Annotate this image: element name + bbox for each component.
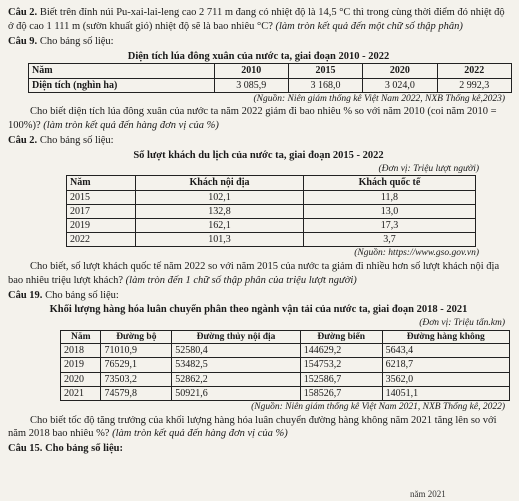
- table-cell: 5643,4: [382, 344, 509, 358]
- table-title: Số lượt khách du lịch của nước ta, giai đoạn 2015 - 2022: [133, 149, 384, 161]
- table-cell: 52862,2: [172, 372, 301, 386]
- table-title: Diện tích lúa đông xuân của nước ta, giai đoạn 2010 - 2022: [127, 50, 390, 62]
- question-label: Câu 2.: [8, 7, 38, 18]
- header-cell: Năm: [67, 176, 136, 190]
- table-cell: 2021: [61, 386, 101, 400]
- question-note: (làm tròn đến 1 chữ số thập phân của triệu lượt người): [125, 274, 357, 286]
- table-cell: 158526,7: [300, 386, 382, 400]
- table-row: [67, 218, 476, 232]
- question-label: Câu 19.: [8, 289, 43, 301]
- tourist-table: [66, 175, 476, 247]
- table-cell: 50921,6: [172, 386, 301, 400]
- table-cell: 3562,0: [382, 372, 509, 386]
- question-text: Cho biết tốc độ tăng trưởng của khối lượng hàng hóa luân chuyển đường hàng không năm 2021 tăng lên so với năm 2018 bao nhiêu %?: [8, 414, 497, 440]
- question-15: [8, 442, 509, 456]
- table-row: [67, 233, 476, 247]
- row-label: Diện tích (nghìn ha): [29, 78, 215, 92]
- question-text: Cho bảng số liệu:: [45, 289, 119, 301]
- table-row: [61, 372, 510, 386]
- question-label: Câu 9.: [8, 35, 38, 47]
- header-cell: Đường thủy nội địa: [172, 330, 301, 344]
- table-cell: 52580,4: [172, 344, 301, 358]
- question-note: (làm tròn kết quả đến một chữ số thập phân): [275, 20, 463, 32]
- question-19-body: [8, 414, 509, 442]
- question-9-body: [8, 105, 509, 133]
- header-cell: Năm: [29, 64, 215, 78]
- table-cell: 3,7: [303, 233, 475, 247]
- freight-table: [60, 330, 510, 401]
- table-row: [29, 78, 512, 92]
- table-cell: 2022: [67, 233, 136, 247]
- table-cell: 2018: [61, 344, 101, 358]
- table-cell: 2020: [61, 372, 101, 386]
- table-cell: 14051,1: [382, 386, 509, 400]
- table-cell: 73503,2: [101, 372, 172, 386]
- table-unit: (Đơn vị: Triệu tấn.km): [419, 318, 505, 329]
- table-cell: 2 992,3: [437, 78, 511, 92]
- table-row: [61, 358, 510, 372]
- table-cell: 53482,5: [172, 358, 301, 372]
- question-label: Câu 15.: [8, 443, 43, 455]
- header-cell: 2010: [214, 64, 288, 78]
- table-row: [61, 386, 510, 400]
- table-cell: 3 168,0: [288, 78, 362, 92]
- header-cell: Đường hàng không: [382, 330, 509, 344]
- question-note: (làm tròn kết quả đến hàng đơn vị của %): [43, 120, 219, 132]
- question-text: Cho bảng số liệu:: [45, 443, 123, 455]
- table-cell: 2019: [67, 218, 136, 232]
- question-text: Cho bảng số liệu:: [39, 135, 114, 147]
- table-row: [67, 204, 476, 218]
- table-cell: 154753,2: [300, 358, 382, 372]
- table-cell: 2019: [61, 358, 101, 372]
- question-text: Cho biết, số lượt khách quốc tế năm 2022 so với năm 2015 của nước ta giảm đi nhiều hơn số lượt khách nội địa bao nhiêu triệu lượt khách?: [8, 260, 500, 286]
- question-text: Cho bảng số liệu:: [39, 35, 114, 47]
- table-cell: 71010,9: [101, 344, 172, 358]
- question-2: [8, 6, 509, 34]
- table-header-row: [67, 176, 476, 190]
- header-cell: Khách quốc tế: [303, 176, 475, 190]
- table-title: Khối lượng hàng hóa luân chuyển phân theo ngành vận tải của nước ta, giai đoạn 2018 - 2021: [49, 304, 468, 316]
- table-row: [61, 344, 510, 358]
- table-cell: 76529,1: [101, 358, 172, 372]
- header-cell: 2020: [363, 64, 437, 78]
- table-header-row: [29, 64, 512, 78]
- question-note: (làm tròn kết quả đến hàng đơn vị của %): [112, 428, 288, 440]
- table-row: [67, 190, 476, 204]
- question-label: Câu 2.: [8, 135, 38, 147]
- table-cell: 11,8: [303, 190, 475, 204]
- table-cell: 144629,2: [300, 344, 382, 358]
- table-cell: 152586,7: [300, 372, 382, 386]
- header-cell: Năm: [61, 330, 101, 344]
- table-cell: 17,3: [303, 218, 475, 232]
- footer-fragment: năm 2021: [410, 489, 446, 499]
- table-source: (Nguồn: Niên giám thống kê Việt Nam 2021, NXB Thống kê, 2022): [251, 402, 505, 413]
- question-text: Biết trên đỉnh núi Pu-xai-lai-leng cao 2 711 m đang có nhiệt độ là 14,5 °C thì trong cùng thời điểm đó nhiệt độ ở độ cao 1 111 m (sườn khuất gió) nhiệt độ sẽ là bao nhiêu °C?: [8, 7, 505, 32]
- table-cell: 74579,8: [101, 386, 172, 400]
- question-2b-body: [8, 260, 509, 288]
- table-cell: 2017: [67, 204, 136, 218]
- question-9: [8, 35, 509, 49]
- header-cell: Đường bộ: [101, 330, 172, 344]
- table-cell: 132,8: [136, 204, 304, 218]
- question-text: Cho biết diện tích lúa đông xuân của nước ta năm 2022 giảm đi bao nhiêu % so với năm 2010 (coi năm 2010 = 100%)?: [8, 106, 497, 132]
- header-cell: 2022: [437, 64, 511, 78]
- header-cell: 2015: [288, 64, 362, 78]
- question-19: [8, 289, 509, 303]
- table-source: (Nguồn: Niên giám thống kê Việt Nam 2022, NXB Thống kê,2023): [253, 93, 505, 104]
- table-cell: 6218,7: [382, 358, 509, 372]
- table-cell: 162,1: [136, 218, 304, 232]
- table-cell: 101,3: [136, 233, 304, 247]
- table-cell: 3 024,0: [363, 78, 437, 92]
- table-cell: 13,0: [303, 204, 475, 218]
- question-2b: [8, 134, 509, 148]
- table-cell: 102,1: [136, 190, 304, 204]
- table-cell: 3 085,9: [214, 78, 288, 92]
- table-unit: (Đơn vị: Triệu lượt người): [378, 163, 479, 174]
- table-cell: 2015: [67, 190, 136, 204]
- header-cell: Khách nội địa: [136, 176, 304, 190]
- rice-area-table: [28, 63, 512, 92]
- header-cell: Đường biển: [300, 330, 382, 344]
- table-source: (Nguồn: https://www.gso.gov.vn): [354, 248, 479, 259]
- table-header-row: [61, 330, 510, 344]
